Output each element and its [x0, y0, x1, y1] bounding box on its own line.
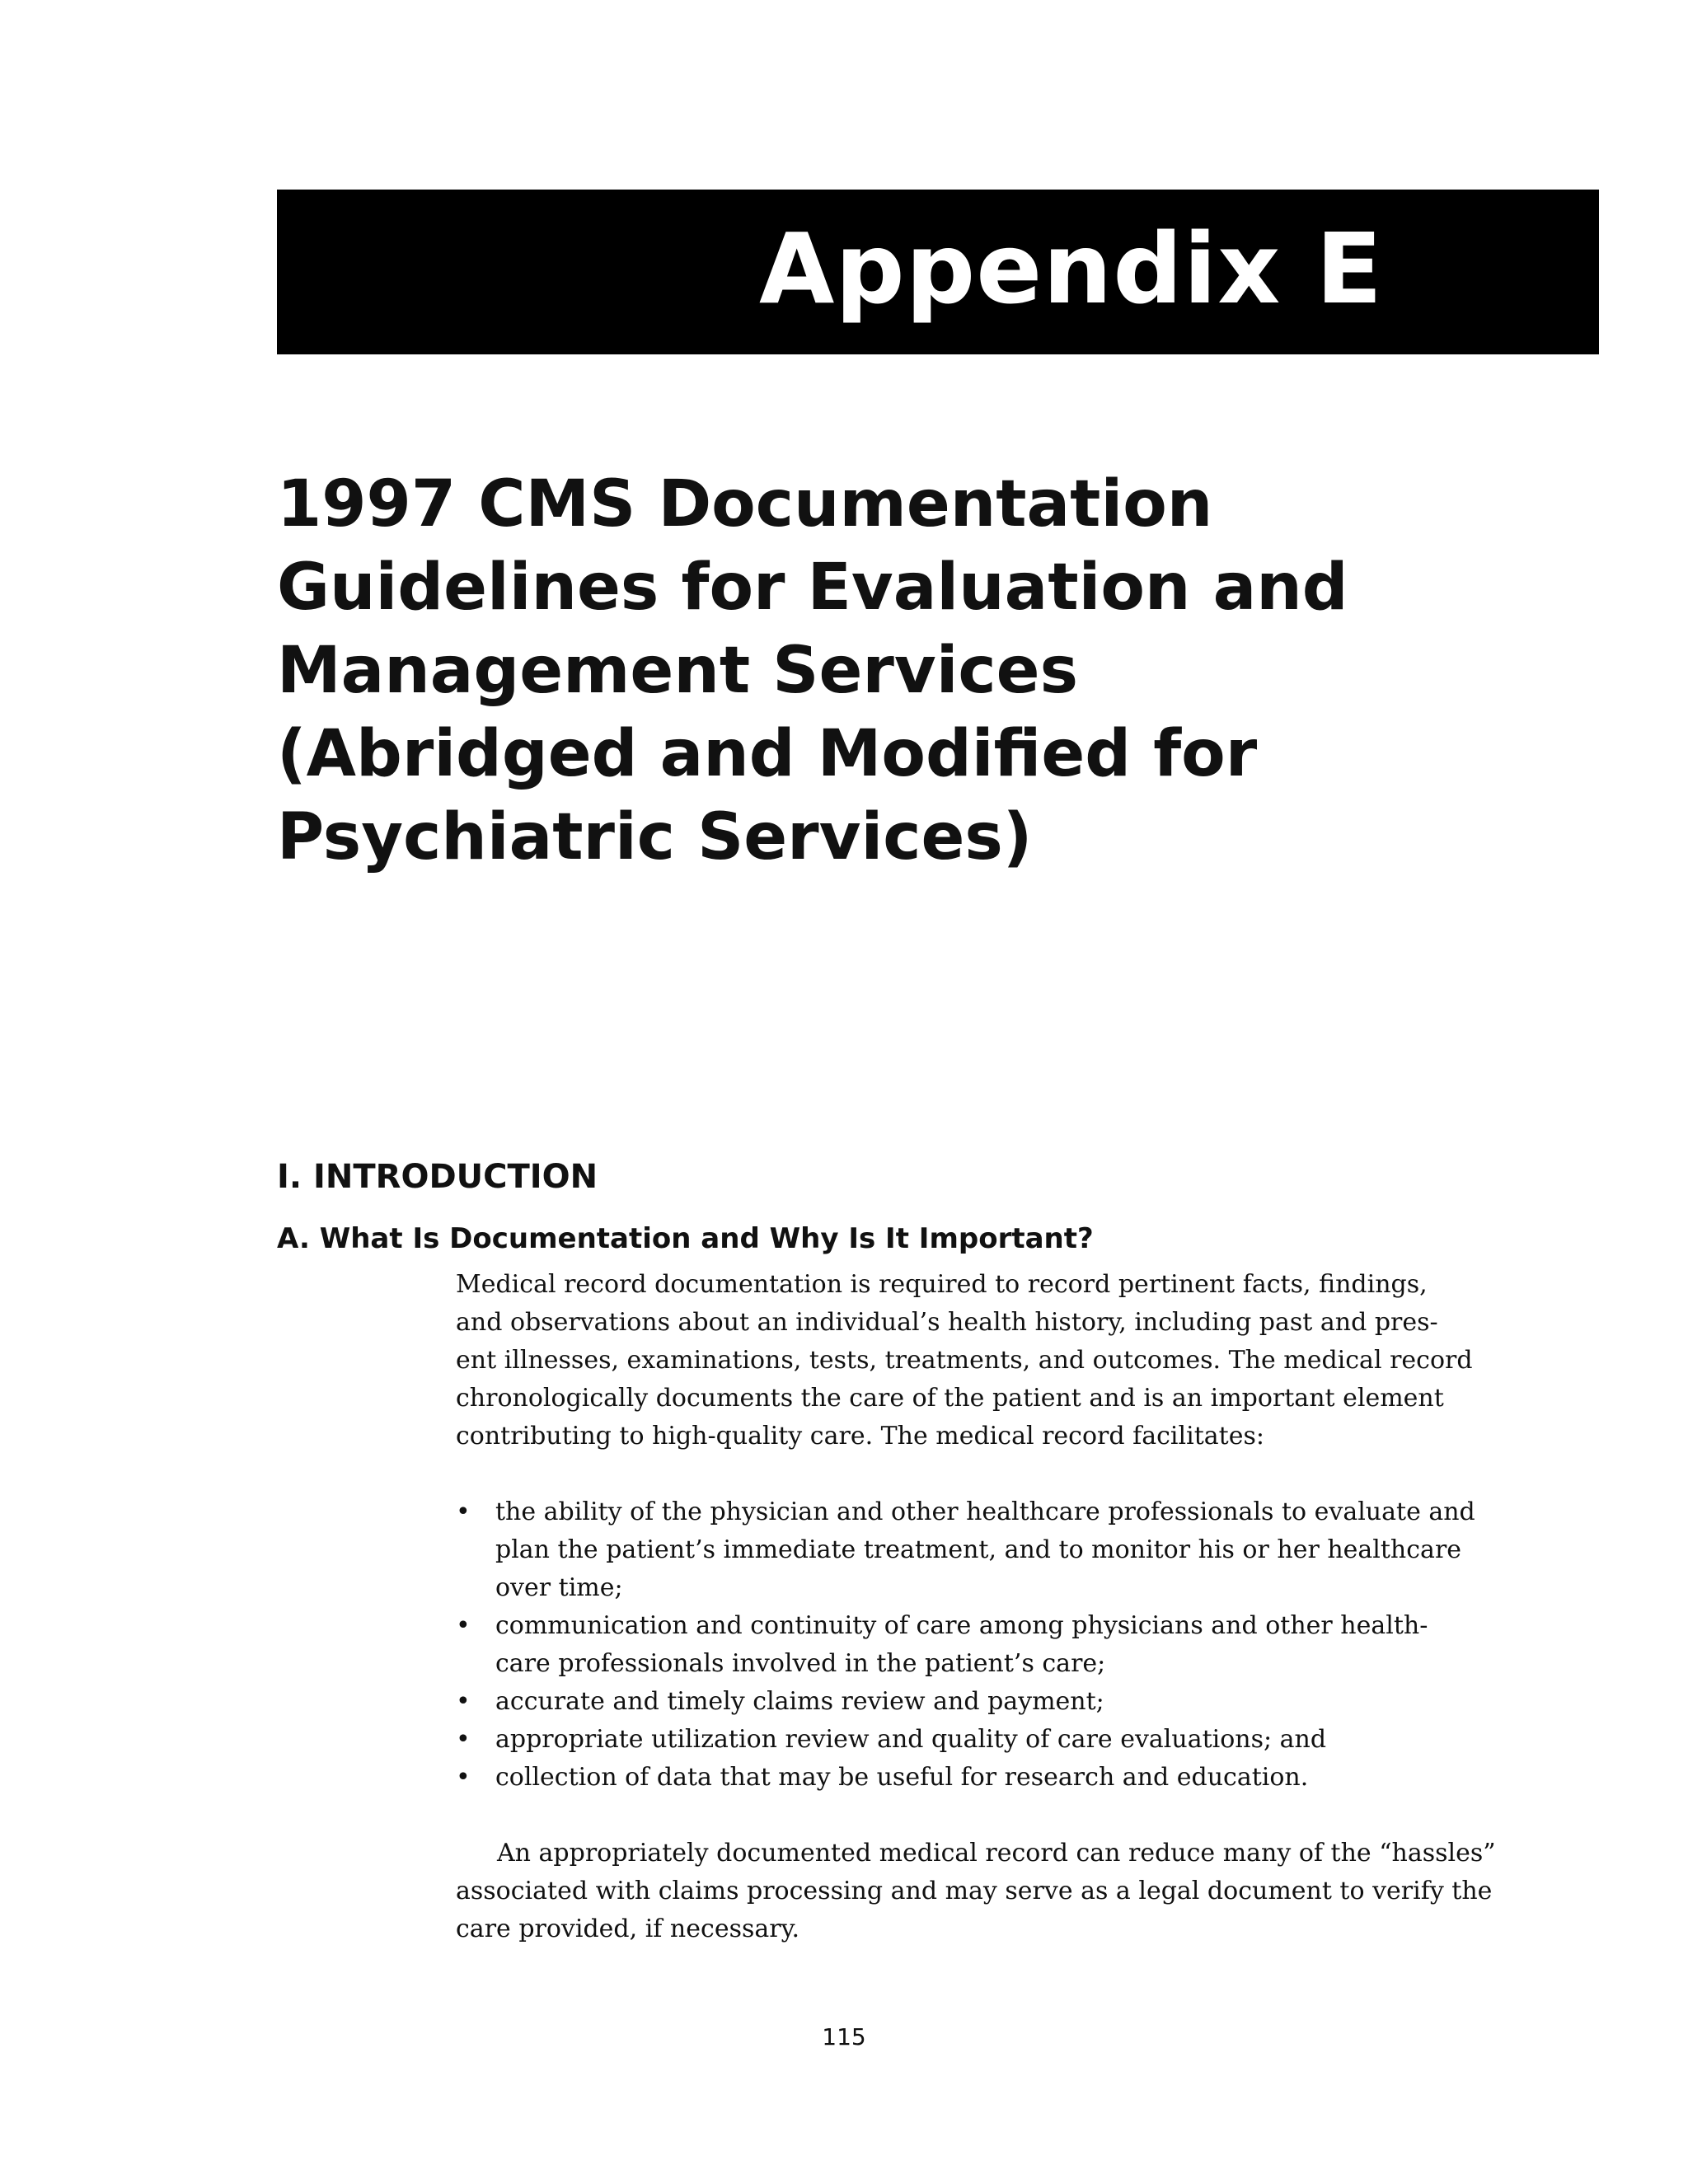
bullet-icon: •: [456, 1611, 471, 1640]
document-title: [277, 463, 1348, 879]
appendix-title: Appendix E: [758, 212, 1383, 326]
document-title-line: 1997 CMS Documentation: [277, 467, 1213, 541]
text-line: care professionals involved in the patient’s care;: [495, 1649, 1106, 1678]
text-line: accurate and timely claims review and payment;: [495, 1687, 1104, 1716]
text-line: plan the patient’s immediate treatment, and to monitor his or her healthcare: [495, 1535, 1462, 1564]
bullet-icon: •: [456, 1763, 471, 1792]
document-title-line: Management Services: [277, 634, 1078, 708]
text-line: contributing to high-quality care. The medical record facilitates:: [456, 1422, 1264, 1451]
closing-paragraph: [456, 1835, 1496, 1948]
document-title-line: Psychiatric Services): [277, 800, 1033, 874]
text-line: and observations about an individual’s health history, including past and pres-: [456, 1308, 1438, 1337]
appendix-banner: [277, 190, 1599, 354]
text-line: An appropriately documented medical record can reduce many of the “hassles”: [497, 1839, 1496, 1868]
text-line: associated with claims processing and may serve as a legal document to verify the: [456, 1877, 1493, 1905]
text-line: appropriate utilization review and quality of care evaluations; and: [495, 1725, 1327, 1754]
text-line: collection of data that may be useful for research and education.: [495, 1763, 1309, 1792]
list-item: [456, 1607, 1428, 1683]
text-line: ent illnesses, examinations, tests, treatments, and outcomes. The medical record: [456, 1346, 1473, 1375]
text-line: the ability of the physician and other healthcare professionals to evaluate and: [495, 1497, 1475, 1526]
intro-paragraph: [456, 1266, 1473, 1455]
list-item: [456, 1493, 1475, 1607]
text-line: Medical record documentation is required to record pertinent facts, findings,: [456, 1270, 1428, 1299]
document-title-line: Guidelines for Evaluation and: [277, 551, 1348, 625]
text-line: over time;: [495, 1573, 623, 1602]
section-heading: I. INTRODUCTION: [277, 1158, 598, 1196]
facilitates-list: [456, 1493, 1475, 1797]
bullet-icon: •: [456, 1725, 471, 1754]
subsection-heading: A. What Is Documentation and Why Is It Important?: [277, 1222, 1094, 1255]
text-line: care provided, if necessary.: [456, 1915, 800, 1943]
page-number: 115: [822, 2023, 866, 2050]
bullet-icon: •: [456, 1497, 471, 1526]
text-line: chronologically documents the care of the patient and is an important element: [456, 1384, 1444, 1413]
text-line: communication and continuity of care among physicians and other health-: [495, 1611, 1428, 1640]
body-text: [456, 1266, 1496, 1948]
bullet-icon: •: [456, 1687, 471, 1716]
list-item: [456, 1759, 1387, 1797]
document-title-line: (Abridged and Modified for: [277, 717, 1258, 791]
list-item: [456, 1683, 1387, 1721]
list-item: [456, 1721, 1387, 1759]
